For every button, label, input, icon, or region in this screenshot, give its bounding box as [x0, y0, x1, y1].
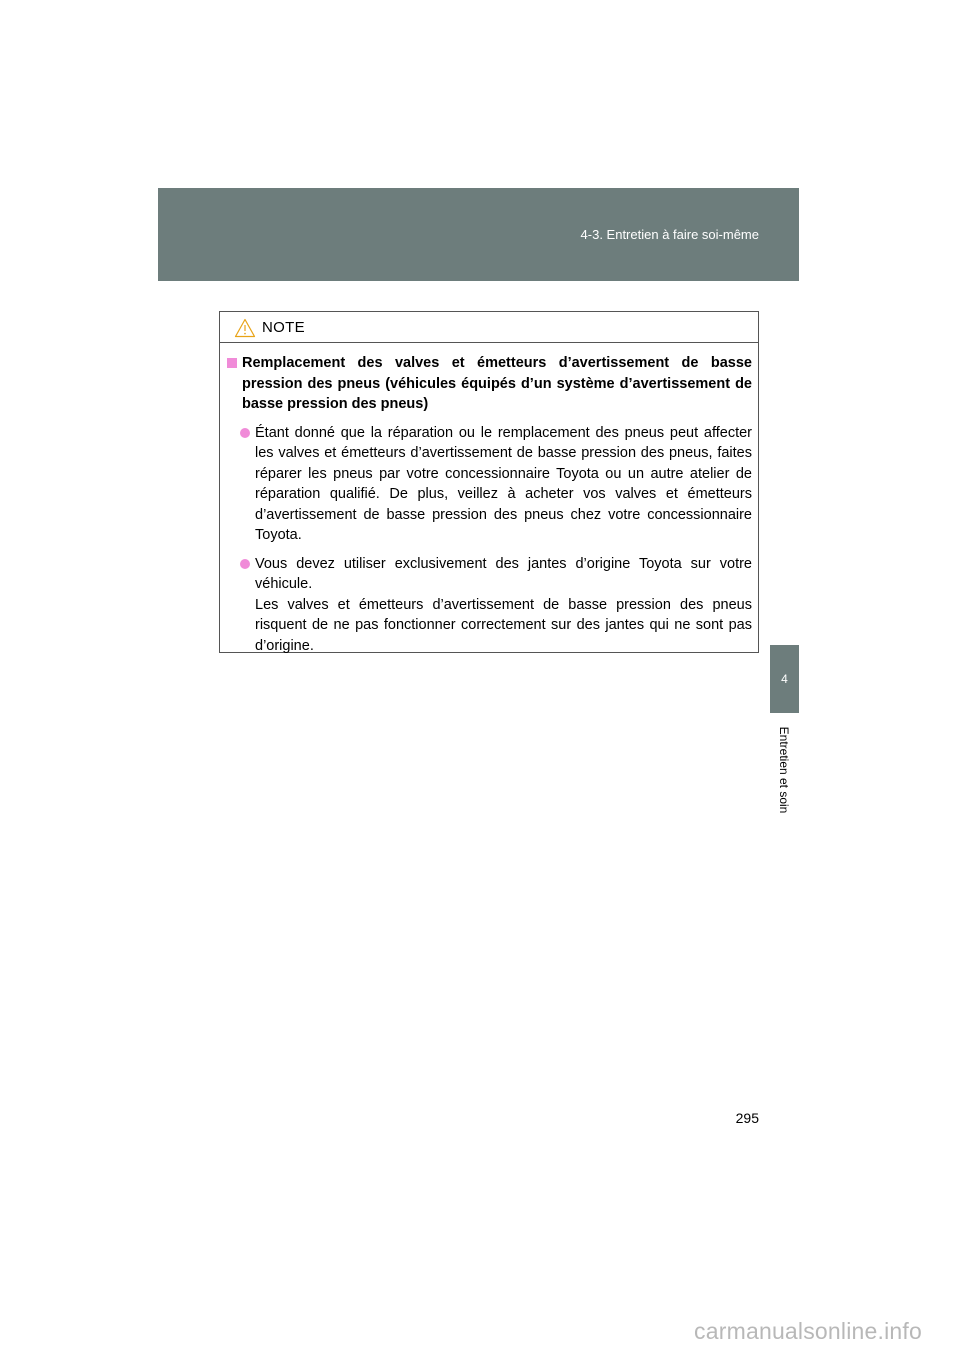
chapter-tab-number: 4 — [770, 645, 799, 713]
list-item — [226, 423, 752, 546]
note-label: NOTE — [262, 319, 305, 336]
note-box — [219, 311, 759, 653]
round-bullet-icon — [240, 428, 250, 438]
watermark: carmanualsonline.info — [694, 1318, 922, 1344]
list-item-paragraph: Les valves et émetteurs d’avertissement de basse pression des pneus risquent de ne pas fonctionner correctement sur des jantes qui ne sont pas d’origine. — [255, 596, 752, 654]
warning-triangle-icon — [234, 318, 256, 338]
square-bullet-icon — [227, 358, 237, 368]
header-band — [158, 188, 799, 281]
list-item-paragraph: Étant donné que la réparation ou le remplacement des pneus peut affecter les valves et émetteurs d’avertissement de basse pression des pneus, faites réparer les pneus par votre concessionnaire Toyota ou un autre atelier de réparation qualifié. De plus, veillez à acheter vos valves et émetteurs d’avertissement de basse pression des pneus chez votre concessionnaire Toyota. — [255, 424, 752, 543]
list-item — [226, 554, 752, 657]
list-item-text — [255, 423, 752, 546]
list-item-paragraph: Vous devez utiliser exclusivement des jantes d’origine Toyota sur votre véhicule. — [255, 555, 752, 592]
chapter-tab-label: Entretien et soin — [777, 726, 791, 814]
round-bullet-icon — [240, 559, 250, 569]
note-heading — [226, 353, 752, 415]
note-body — [220, 343, 758, 656]
note-header — [220, 312, 758, 343]
page-number: 295 — [735, 1110, 759, 1126]
list-item-text — [255, 554, 752, 657]
note-heading-text: Remplacement des valves et émetteurs d’avertissement de basse pression des pneus (véhicules équipés d’un système d’avertissement de basse pression des pneus) — [242, 355, 752, 412]
section-title: 4-3. Entretien à faire soi-même — [580, 227, 759, 242]
